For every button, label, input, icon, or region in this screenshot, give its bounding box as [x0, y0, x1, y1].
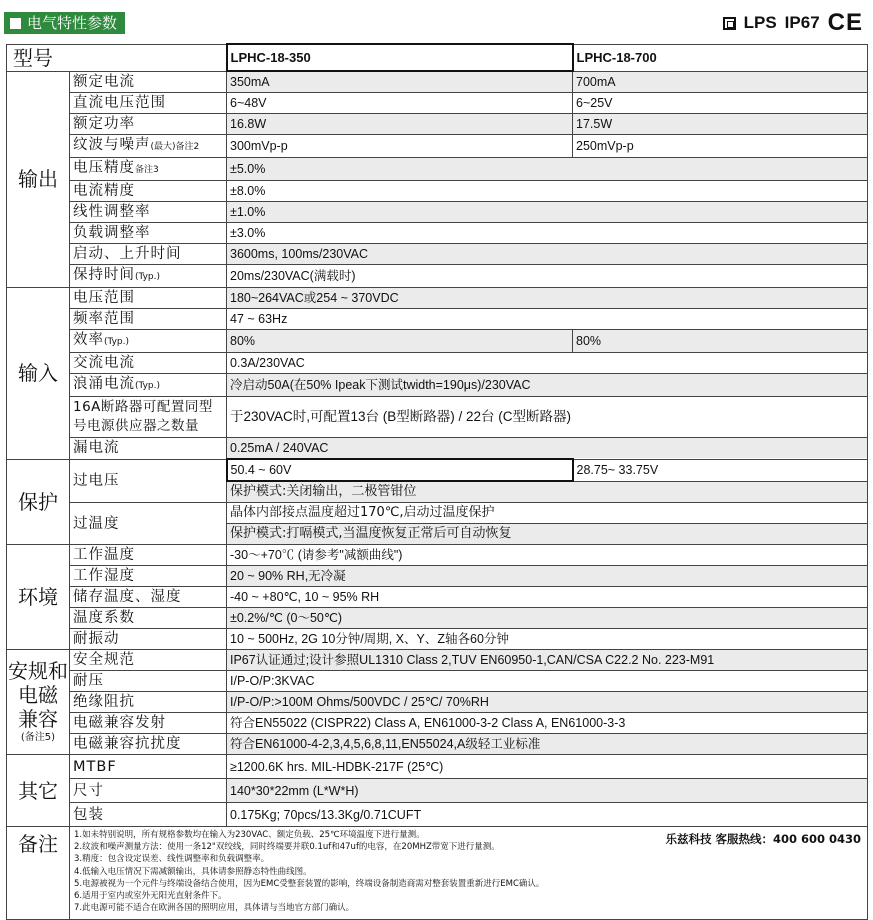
- row-label: [70, 374, 227, 397]
- cell-value: 47 ~ 63Hz: [227, 309, 868, 330]
- table-row: [7, 608, 868, 629]
- table-row: [7, 202, 868, 223]
- cell-value: ±8.0%: [227, 181, 868, 202]
- row-label-note: (Typ.): [104, 337, 130, 347]
- note-line: 1.如未特别说明，所有规格参数均在输入为230VAC、额定负载、25℃环境温度下进行量测。: [74, 830, 425, 840]
- table-row: [7, 459, 868, 481]
- row-label: [70, 330, 227, 353]
- table-row: [7, 114, 868, 135]
- notes-row: [7, 827, 868, 920]
- cell-value: 符合EN61000-4-2,3,4,5,6,8,11,EN55024,A级轻工业标准: [227, 734, 868, 755]
- certification-marks: [723, 10, 863, 36]
- section-notes: 备注: [7, 827, 70, 920]
- table-row: [7, 374, 868, 397]
- table-row: [7, 734, 868, 755]
- row-label: [70, 265, 227, 288]
- row-label: 额定电流: [70, 71, 227, 93]
- row-label: 电磁兼容发射: [70, 713, 227, 734]
- cell-value: 140*30*22mm (L*W*H): [227, 779, 868, 803]
- note-line: 4.低输入电压情况下需减额输出，具体请参照静态特性曲线图。: [74, 866, 312, 877]
- section-environment: 环境: [7, 545, 70, 650]
- row-label: 线性调整率: [70, 202, 227, 223]
- section-input: 输入: [7, 288, 70, 460]
- table-row: [7, 545, 868, 566]
- cell-value: 20ms/230VAC(满载时): [227, 265, 868, 288]
- row-label-text: 电压精度: [73, 160, 135, 176]
- row-label: 尺寸: [70, 779, 227, 803]
- note-line: 5.电源被视为一个元件与终端设备结合使用，因为EMC受整套装置的影响，终端设备制造商需对整套装置重新进行EMC确认。: [74, 878, 545, 889]
- row-label-note: (Typ.): [135, 381, 161, 391]
- cell-value: 0.25mA / 240VAC: [227, 438, 868, 460]
- cell-value: I/P-O/P:>100M Ohms/500VDC / 25℃/ 70%RH: [227, 692, 868, 713]
- double-insulation-icon: [723, 17, 736, 30]
- note-line: 2.纹波和噪声测量方法：使用一条12"双绞线，同时终端要并联0.1uf和47uf的电容，在20MHZ带宽下进行量测。: [74, 842, 500, 853]
- cell-value: ±1.0%: [227, 202, 868, 223]
- row-label: [70, 135, 227, 158]
- table-row: [7, 438, 868, 460]
- row-label: 额定功率: [70, 114, 227, 135]
- row-label: 直流电压范围: [70, 93, 227, 114]
- cell-value: 保护模式:打嗝模式,当温度恢复正常后可自动恢复: [227, 524, 868, 545]
- row-label: 电流精度: [70, 181, 227, 202]
- cert-ip67: IP67: [784, 13, 820, 32]
- table-row: [7, 779, 868, 803]
- row-label: 工作湿度: [70, 566, 227, 587]
- table-row: [7, 503, 868, 524]
- section-protection: 保护: [7, 459, 70, 545]
- note-line: 7.此电源可能不适合在欧洲各国的照明应用，具体请与当地官方部门确认。: [74, 903, 355, 914]
- row-label: 过电压: [70, 459, 227, 503]
- table-row: [7, 629, 868, 650]
- table-row: [7, 71, 868, 93]
- square-icon: [10, 18, 21, 29]
- row-label: 温度系数: [70, 608, 227, 629]
- row-label: 耐振动: [70, 629, 227, 650]
- cell-value: ≥1200.6K hrs. MIL-HDBK-217F (25℃): [227, 755, 868, 779]
- cell-value: 250mVp-p: [573, 135, 868, 158]
- cell-value: 80%: [227, 330, 573, 353]
- cert-ce: CE: [827, 9, 863, 36]
- table-row: [7, 330, 868, 353]
- cell-value: -40 ~ +80℃, 10 ~ 95% RH: [227, 587, 868, 608]
- table-row: [7, 587, 868, 608]
- model-1: LPHC-18-350: [227, 44, 573, 71]
- table-row: [7, 755, 868, 779]
- cell-value: ±5.0%: [227, 158, 868, 181]
- top-bar: [0, 0, 873, 40]
- cell-value: -30～+70℃ (请参考"减额曲线"): [227, 545, 868, 566]
- row-label-text: 浪涌电流: [73, 376, 135, 392]
- section-safety: [7, 650, 70, 755]
- row-label: 负载调整率: [70, 223, 227, 244]
- cell-value: 3600ms, 100ms/230VAC: [227, 244, 868, 265]
- table-row: [7, 135, 868, 158]
- row-label-note: 备注3: [135, 165, 159, 175]
- cell-value: 28.75~ 33.75V: [573, 459, 868, 481]
- table-row: [7, 158, 868, 181]
- row-label: 交流电流: [70, 353, 227, 374]
- spec-table: [6, 43, 868, 920]
- row-label: [70, 158, 227, 181]
- cell-value: IP67认证通过;设计参照UL1310 Class 2,TUV EN60950-1,CAN/CSA C22.2 No. 223-M91: [227, 650, 868, 671]
- row-label: 耐压: [70, 671, 227, 692]
- table-row: [7, 288, 868, 309]
- table-row: [7, 93, 868, 114]
- row-label: 电磁兼容抗扰度: [70, 734, 227, 755]
- table-row: [7, 265, 868, 288]
- row-label: 16A断路器可配置同型号电源供应器之数量: [70, 397, 227, 438]
- row-label-text: 保持时间: [73, 267, 135, 283]
- note-line: 3.精度：包含设定误差、线性调整率和负载调整率。: [74, 854, 270, 865]
- table-row: [7, 803, 868, 827]
- table-row: [7, 181, 868, 202]
- table-row: [7, 223, 868, 244]
- section-safety-note: (备注5): [20, 732, 56, 743]
- section-tag-label: 电气特性参数: [27, 14, 118, 32]
- section-safety-line: 安规和: [8, 659, 68, 683]
- section-others: 其它: [7, 755, 70, 827]
- table-row: [7, 566, 868, 587]
- cell-value: 0.3A/230VAC: [227, 353, 868, 374]
- cell-value: 符合EN55022 (CISPR22) Class A, EN61000-3-2 Class A, EN61000-3-3: [227, 713, 868, 734]
- cell-value: 保护模式:关闭输出，二极管钳位: [227, 481, 868, 503]
- cell-value: 180~264VAC或254 ~ 370VDC: [227, 288, 868, 309]
- cell-value: 20 ~ 90% RH,无冷凝: [227, 566, 868, 587]
- notes-cell: [70, 827, 868, 920]
- cell-value: 10 ~ 500Hz, 2G 10分钟/周期, X、Y、Z轴各60分钟: [227, 629, 868, 650]
- cell-value: ±3.0%: [227, 223, 868, 244]
- row-label: 储存温度、湿度: [70, 587, 227, 608]
- row-label: 频率范围: [70, 309, 227, 330]
- table-row: [7, 309, 868, 330]
- row-label-text: 纹波与噪声: [73, 137, 151, 153]
- section-tag: [4, 12, 125, 34]
- row-label: 绝缘阻抗: [70, 692, 227, 713]
- cell-value: ±0.2%/℃ (0～50℃): [227, 608, 868, 629]
- row-label: MTBF: [70, 755, 227, 779]
- cell-value: 17.5W: [573, 114, 868, 135]
- model-2: LPHC-18-700: [573, 44, 868, 71]
- cell-value: 6~25V: [573, 93, 868, 114]
- cell-value: 50.4 ~ 60V: [227, 459, 573, 481]
- table-row: [7, 692, 868, 713]
- row-label: 漏电流: [70, 438, 227, 460]
- model-label: 型号: [7, 44, 227, 71]
- table-row: [7, 397, 868, 438]
- row-label: 过温度: [70, 503, 227, 545]
- cell-value: 350mA: [227, 71, 573, 93]
- section-safety-line: 兼容: [18, 707, 58, 731]
- cell-value: 6~48V: [227, 93, 573, 114]
- row-label: 安全规范: [70, 650, 227, 671]
- cell-value: I/P-O/P:3KVAC: [227, 671, 868, 692]
- row-label: 工作温度: [70, 545, 227, 566]
- table-row: [7, 671, 868, 692]
- row-label-note: (最大)备注2: [150, 142, 200, 152]
- cert-lps: LPS: [743, 13, 777, 32]
- row-label-text: 效率: [73, 332, 104, 348]
- hotline: 乐兹科技 客服热线：400 600 0430: [665, 832, 861, 846]
- cell-value: 300mVp-p: [227, 135, 573, 158]
- cell-value: 冷启动50A(在50% Ipeak下测试twidth=190μs)/230VAC: [227, 374, 868, 397]
- cell-value: 于230VAC时,可配置13台 (B型断路器) / 22台 (C型断路器): [227, 397, 868, 438]
- section-output: 输出: [7, 71, 70, 288]
- model-row: [7, 44, 868, 71]
- cell-value: 80%: [573, 330, 868, 353]
- row-label: 启动、上升时间: [70, 244, 227, 265]
- note-line: 6.适用于室内或室外无阳光直射条件下。: [74, 891, 227, 902]
- table-row: [7, 353, 868, 374]
- row-label: 电压范围: [70, 288, 227, 309]
- cell-value: 晶体内部接点温度超过170℃,启动过温度保护: [227, 503, 868, 524]
- cell-value: 700mA: [573, 71, 868, 93]
- table-row: [7, 244, 868, 265]
- row-label-note: (Typ.): [135, 272, 161, 282]
- table-row: [7, 650, 868, 671]
- table-row: [7, 713, 868, 734]
- section-safety-line: 电磁: [18, 683, 58, 707]
- cell-value: 0.175Kg; 70pcs/13.3Kg/0.71CUFT: [227, 803, 868, 827]
- row-label: 包装: [70, 803, 227, 827]
- cell-value: 16.8W: [227, 114, 573, 135]
